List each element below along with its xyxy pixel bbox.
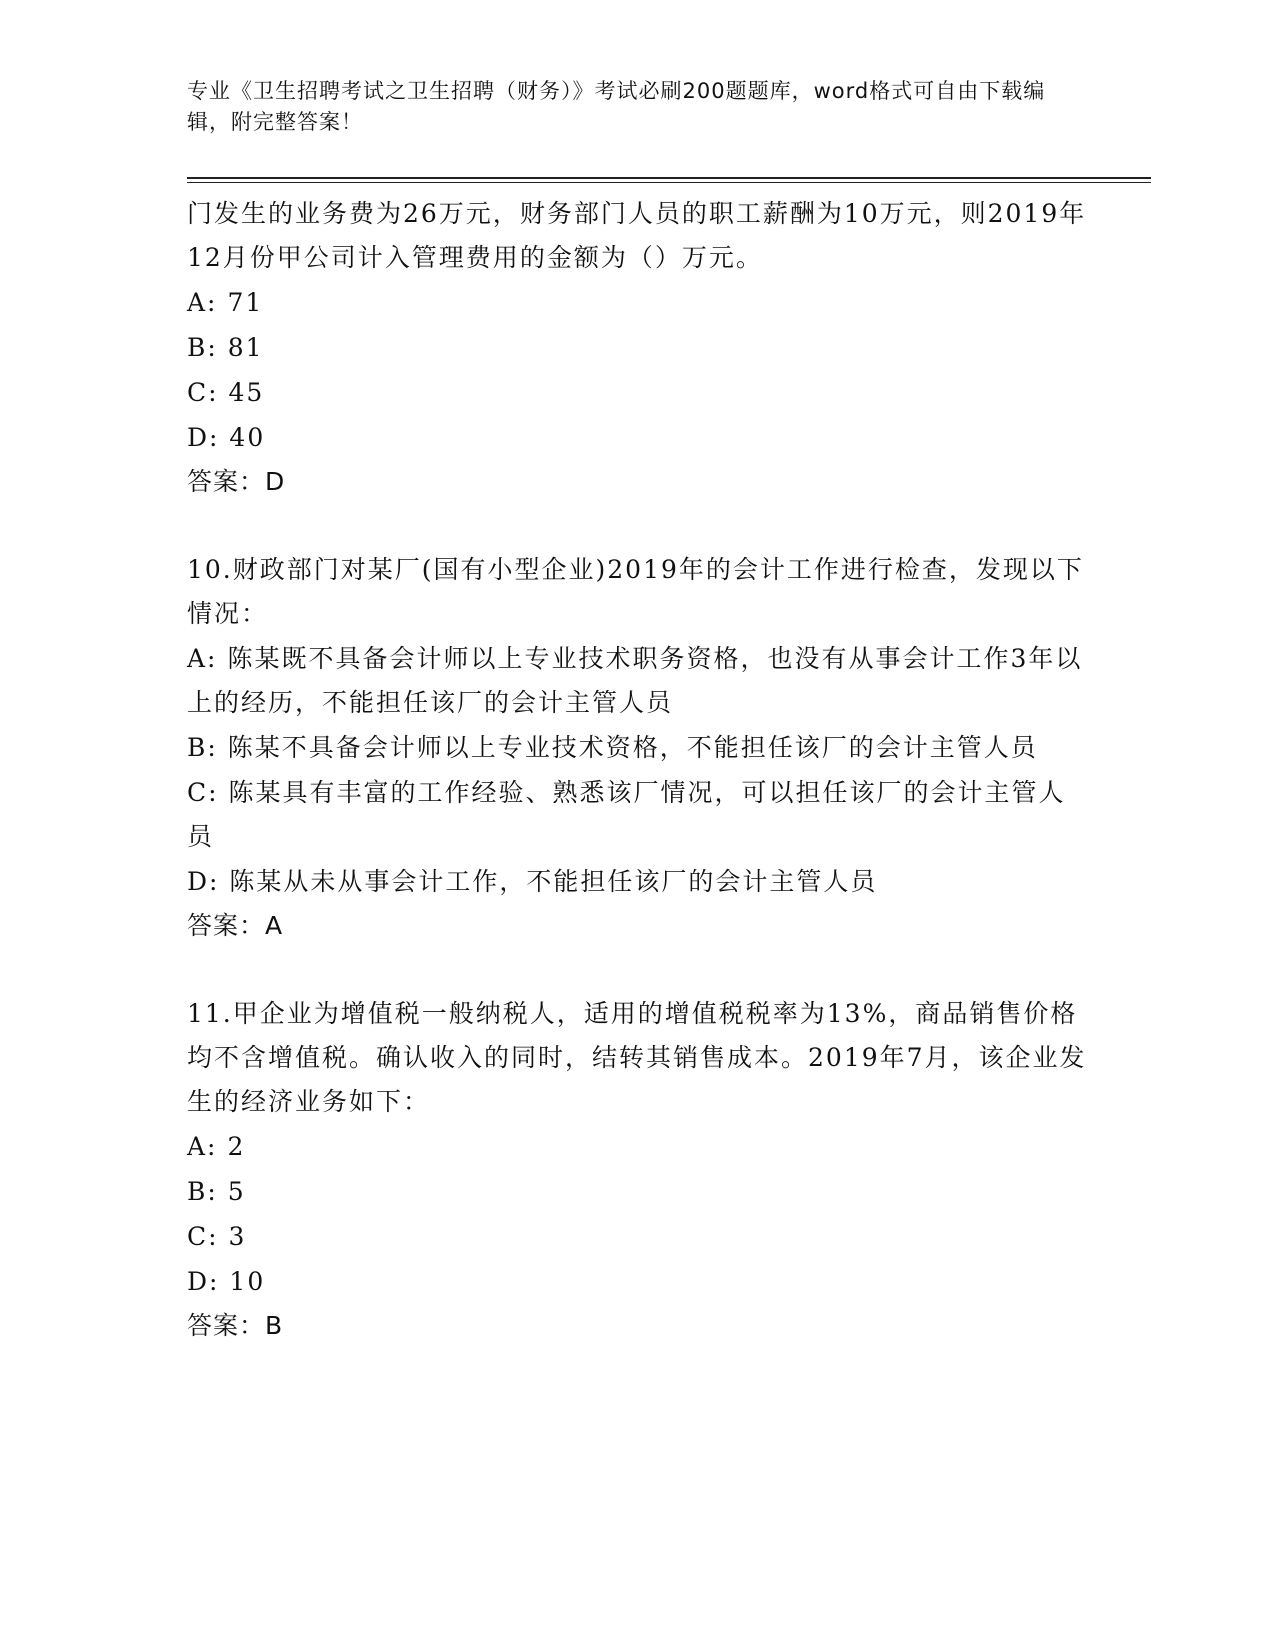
question-11 [187, 992, 1087, 1348]
option-b [187, 1170, 1087, 1214]
option-d [187, 1260, 1087, 1304]
option-text: 陈某从未从事会计工作，不能担任该厂的会计主管人员 [229, 867, 878, 896]
option-letter: A: [187, 1132, 218, 1161]
header-divider-thin [187, 182, 1151, 183]
option-letter: A: [187, 644, 218, 673]
option-letter: C: [187, 378, 219, 407]
option-a [187, 637, 1087, 725]
option-text: 陈某具有丰富的工作经验、熟悉该厂情况，可以担任该厂的会计主管人员 [187, 778, 1066, 851]
option-letter: A: [187, 288, 218, 317]
question-10 [187, 548, 1087, 948]
option-text: 40 [229, 423, 266, 452]
option-d [187, 860, 1087, 904]
option-text: 5 [227, 1177, 246, 1206]
option-letter: D: [187, 867, 220, 896]
option-text: 10 [229, 1267, 266, 1296]
question-text: 门发生的业务费为26万元，财务部门人员的职工薪酬为10万元，则2019年12月份甲公司计入管理费用的金额为（）万元。 [187, 199, 1087, 272]
option-b [187, 326, 1087, 370]
answer-line: 答案：B [187, 1311, 284, 1340]
answer-line: 答案：A [187, 911, 284, 940]
option-text: 45 [228, 378, 265, 407]
question-text: 10.财政部门对某厂(国有小型企业)2019年的会计工作进行检查，发现以下情况： [187, 555, 1084, 628]
option-letter: B: [187, 333, 218, 362]
option-letter: B: [187, 733, 218, 762]
question-text: 11.甲企业为增值税一般纳税人，适用的增值税税率为13%，商品销售价格均不含增值税。确认收入的同时，结转其销售成本。2019年7月，该企业发生的经济业务如下： [187, 999, 1087, 1116]
option-c [187, 1215, 1087, 1259]
question-list [187, 192, 1087, 1348]
option-b [187, 726, 1087, 770]
option-a [187, 281, 1087, 325]
option-letter: B: [187, 1177, 218, 1206]
option-c [187, 371, 1087, 415]
option-c [187, 771, 1087, 859]
option-text: 3 [228, 1222, 247, 1251]
option-letter: C: [187, 1222, 219, 1251]
option-letter: C: [187, 778, 219, 807]
option-letter: D: [187, 1267, 220, 1296]
option-text: 81 [227, 333, 264, 362]
question-9 [187, 192, 1087, 504]
option-text: 陈某不具备会计师以上专业技术资格，不能担任该厂的会计主管人员 [227, 733, 1038, 762]
answer-line: 答案：D [187, 467, 286, 496]
option-a [187, 1125, 1087, 1169]
option-text: 2 [227, 1132, 246, 1161]
option-d [187, 416, 1087, 460]
option-text: 陈某既不具备会计师以上专业技术职务资格，也没有从事会计工作3年以上的经历，不能担任该厂的会计主管人员 [187, 644, 1083, 717]
option-letter: D: [187, 423, 220, 452]
document-title: 专业《卫生招聘考试之卫生招聘（财务）》考试必刷200题题库，word格式可自由下载编辑，附完整答案！ [187, 79, 1046, 134]
header-divider-thick [187, 177, 1151, 179]
option-text: 71 [227, 288, 264, 317]
